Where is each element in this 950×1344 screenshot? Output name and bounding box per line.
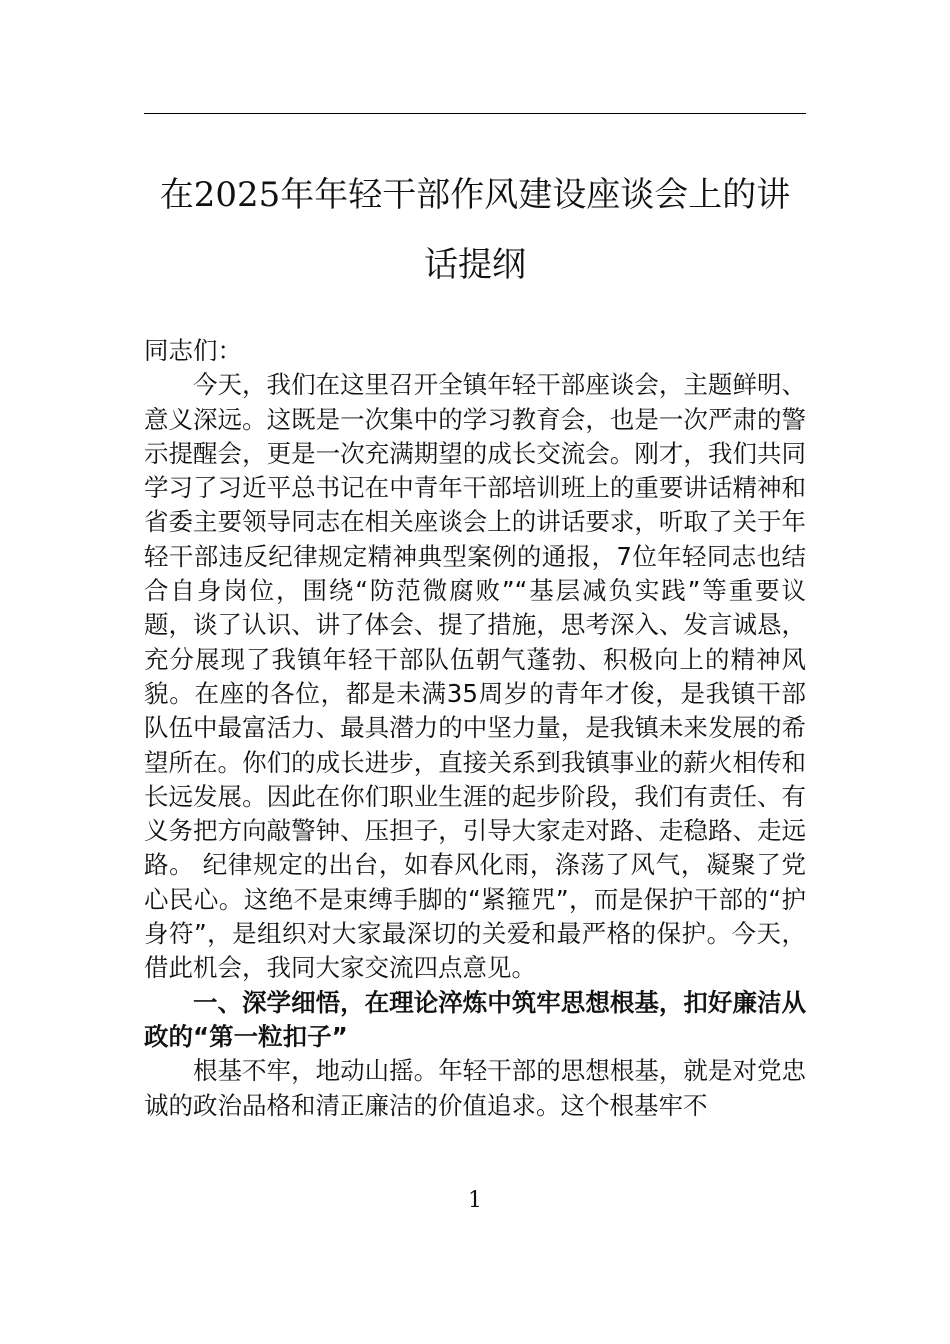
header-rule bbox=[144, 113, 806, 114]
document-body bbox=[144, 334, 806, 1123]
intro-paragraph: 今天，我们在这里召开全镇年轻干部座谈会，主题鲜明、意义深远。这既是一次集中的学习教育会，也是一次严肃的警示提醒会，更是一次充满期望的成长交流会。刚才，我们共同学习了习近平总书记在中青年干部培训班上的重要讲话精神和省委主要领导同志在相关座谈会上的讲话要求，听取了关于年轻干部违反纪律规定精神典型案例的通报，7位年轻同志也结合自身岗位，围绕“防范微腐败”“基层减负实践”等重要议题，谈了认识、讲了体会、提了措施，思考深入、发言诚恳，充分展现了我镇年轻干部队伍朝气蓬勃、积极向上的精神风貌。在座的各位，都是未满35周岁的青年才俊，是我镇干部队伍中最富活力、最具潜力的中坚力量，是我镇未来发展的希望所在。你们的成长进步，直接关系到我镇事业的薪火相传和长远发展。因此在你们职业生涯的起步阶段，我们有责任、有义务把方向敲警钟、压担子，引导大家走对路、走稳路、走远路。 纪律规定的出台，如春风化雨，涤荡了风气，凝聚了党心民心。这绝不是束缚手脚的“紧箍咒”，而是保护干部的“护身符”，是组织对大家最深切的关爱和最严格的保护。今天，借此机会，我同大家交流四点意见。 bbox=[144, 370, 806, 983]
document-title: 在2025年年轻干部作风建设座谈会上的讲话提纲 bbox=[159, 175, 791, 285]
section-paragraph: 根基不牢，地动山摇。年轻干部的思想根基，就是对党忠诚的政治品格和清正廉洁的价值追求。这个根基牢不 bbox=[144, 1056, 806, 1120]
page-number: 1 bbox=[468, 1188, 482, 1213]
section-heading: 一、深学细悟，在理论淬炼中筑牢思想根基，扣好廉洁从政的“第一粒扣子” bbox=[144, 987, 806, 1051]
salutation: 同志们： bbox=[144, 336, 242, 365]
